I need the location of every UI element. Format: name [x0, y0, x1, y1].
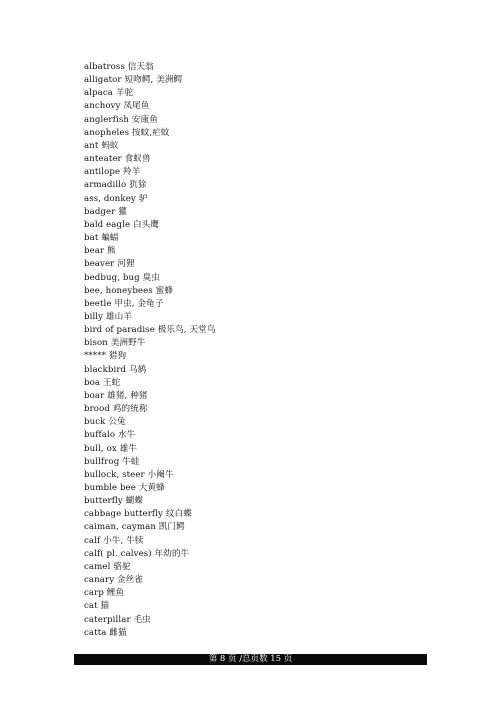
vocabulary-entry: beetle 甲虫, 金龟子	[84, 298, 164, 309]
vocabulary-entry: anglerfish 安康鱼	[84, 114, 158, 125]
vocabulary-entry: caiman, cayman 凯门鳄	[84, 522, 185, 533]
vocabulary-entry: bull, ox 雄牛	[84, 443, 138, 454]
vocabulary-entry: camel 骆驼	[84, 561, 131, 572]
vocabulary-entry: catta 雌猫	[84, 627, 127, 638]
vocabulary-entry: blackbird 乌鸫	[84, 364, 147, 375]
page-footer-bar	[74, 654, 427, 665]
vocabulary-entry: ant 蚂蚁	[84, 140, 119, 151]
vocabulary-entry: bee, honeybees 蜜蜂	[84, 285, 174, 296]
vocabulary-entry: anteater 食蚁兽	[84, 154, 151, 165]
vocabulary-entry: buck 公兔	[84, 417, 126, 428]
vocabulary-list	[84, 61, 216, 640]
vocabulary-entry: boar 雄猪, 种猪	[84, 390, 148, 401]
vocabulary-entry: bison 美洲野牛	[84, 338, 146, 349]
vocabulary-entry: calf( pl. calves) 年幼的牛	[84, 548, 190, 559]
vocabulary-entry: anopheles 按蚊,疟蚊	[84, 127, 170, 138]
vocabulary-entry: ***** 猎狗	[84, 351, 127, 362]
vocabulary-entry: bear 熊	[84, 246, 116, 257]
vocabulary-entry: buffalo 水牛	[84, 430, 136, 441]
vocabulary-entry: anchovy 凤尾鱼	[84, 101, 150, 112]
vocabulary-entry: carp 鲤鱼	[84, 588, 125, 599]
vocabulary-entry: bedbug, bug 臭虫	[84, 272, 160, 283]
vocabulary-entry: bat 蝙蝠	[84, 233, 119, 244]
vocabulary-entry: caterpillar 毛虫	[84, 614, 151, 625]
vocabulary-entry: calf 小牛, 牛犊	[84, 535, 144, 546]
vocabulary-entry: antilope 羚羊	[84, 167, 141, 178]
vocabulary-entry: armadillo 犰狳	[84, 180, 147, 191]
vocabulary-entry: billy 雄山羊	[84, 311, 133, 322]
vocabulary-entry: bird of paradise 极乐鸟, 天堂鸟	[84, 325, 216, 336]
vocabulary-entry: beaver 河狸	[84, 259, 135, 270]
vocabulary-entry: badger 獾	[84, 206, 127, 217]
vocabulary-entry: butterfly 蝴蝶	[84, 496, 144, 507]
vocabulary-entry: cabbage butterfly 纹白蝶	[84, 509, 192, 520]
vocabulary-entry: alligator 短吻鳄, 美洲鳄	[84, 75, 183, 86]
vocabulary-entry: cat 猫	[84, 601, 110, 612]
vocabulary-entry: bullfrog 牛蛙	[84, 456, 140, 467]
vocabulary-entry: boa 王蛇	[84, 377, 121, 388]
vocabulary-entry: bumble bee 大黄蜂	[84, 483, 165, 493]
vocabulary-entry: bald eagle 白头鹰	[84, 219, 160, 230]
vocabulary-entry: albatross 信天翁	[84, 62, 154, 72]
vocabulary-entry: brood 鸡的统称	[84, 404, 148, 415]
vocabulary-entry: bullock, steer 小阉牛	[84, 469, 174, 480]
page-number-label: 第 8 页 /总页数 15 页	[208, 654, 293, 664]
vocabulary-entry: ass, donkey 驴	[84, 193, 148, 204]
vocabulary-entry: canary 金丝雀	[84, 575, 144, 586]
vocabulary-entry: alpaca 羊驼	[84, 88, 134, 99]
